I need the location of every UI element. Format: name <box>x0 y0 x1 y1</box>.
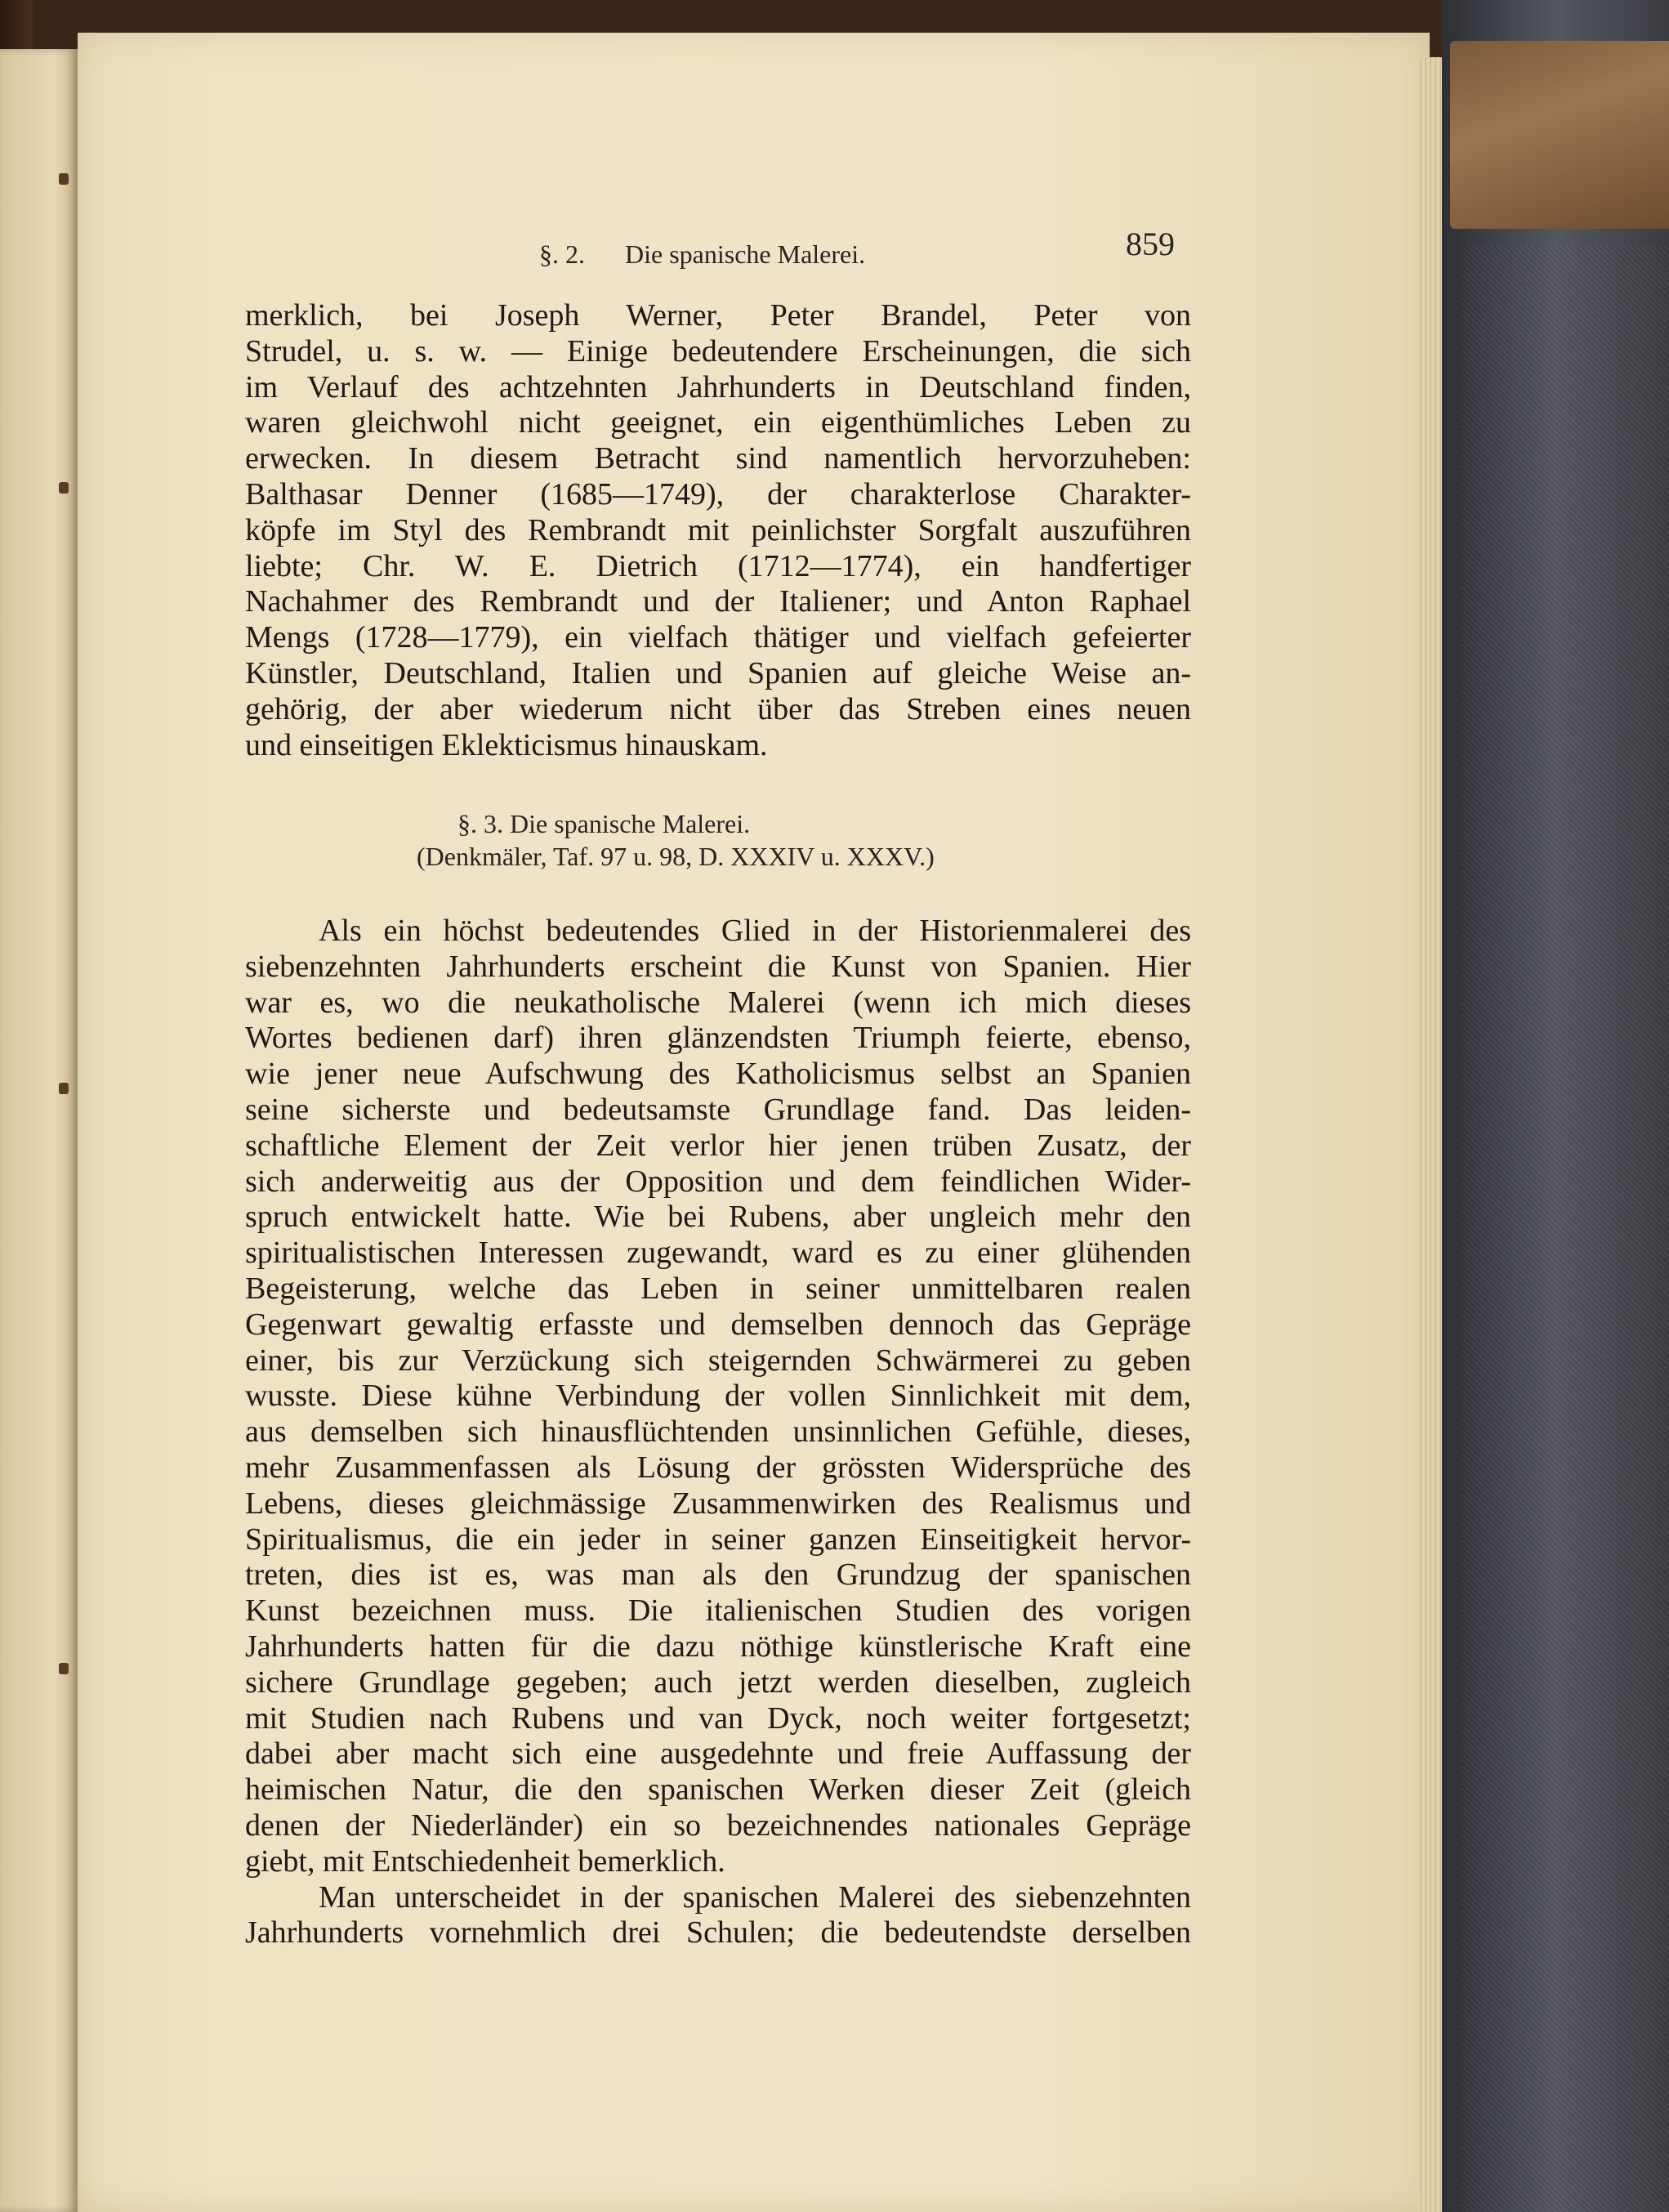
paragraph-top <box>245 298 1191 763</box>
section-reference: (Denkmäler, Taf. 97 u. 98, D. XXXIV u. XXXV.) <box>417 842 935 871</box>
text-line: sichere Grundlage gegeben; auch jetzt werden dieselben, zugleich <box>245 1665 1191 1700</box>
text-line: giebt, mit Entschiedenheit bemerklich. <box>245 1843 725 1879</box>
text-line: Spiritualismus, die ein jeder in seiner ganzen Einseitigkeit hervor- <box>245 1522 1191 1557</box>
page-mark <box>59 1083 69 1094</box>
text-line: Strudel, u. s. w. — Einige bedeutendere Erscheinungen, die sich <box>245 333 1191 369</box>
previous-page-edge <box>0 49 78 2212</box>
text-line: köpfe im Styl des Rembrandt mit peinlichster Sorgfalt auszuführen <box>245 512 1191 547</box>
text-line: spiritualistischen Interessen zugewandt, ward es zu einer glühenden <box>245 1236 1191 1271</box>
text-line: gehörig, der aber wiederum nicht über das Streben eines neuen <box>245 691 1191 726</box>
text-line: treten, dies ist es, was man als den Grundzug der spanischen <box>245 1557 1191 1593</box>
text-line: Als ein höchst bedeutendes Glied in der Historienmalerei des <box>319 914 1191 948</box>
section-heading: §. 3. Die spanische Malerei. <box>457 809 751 838</box>
paragraph-main <box>245 914 1191 1951</box>
header-title: Die spanische Malerei. <box>625 239 866 269</box>
text-line: und einseitigen Eklekticismus hinauskam. <box>245 727 768 762</box>
text-line: mehr Zusammenfassen als Lösung der grössten Widersprüche des <box>245 1450 1191 1485</box>
text-line: Nachahmer des Rembrandt und der Italiener; und Anton Raphael <box>245 584 1191 619</box>
text-line: einer, bis zur Verzückung sich steigernden Schwärmerei zu geben <box>245 1343 1191 1378</box>
text-line: Balthasar Denner (1685—1749), der charakterlose Charakter- <box>245 476 1191 512</box>
cover-texture <box>1462 245 1669 2212</box>
text-line: Begeisterung, welche das Leben in seiner unmittelbaren realen <box>245 1271 1191 1306</box>
text-line: Jahrhunderts hatten für die dazu nöthige künstlerische Kraft eine <box>245 1629 1191 1664</box>
text-line: schaftliche Element der Zeit verlor hier jenen trüben Zusatz, der <box>245 1128 1191 1163</box>
text-line: seine sicherste und bedeutsamste Grundlage fand. Das leiden- <box>245 1092 1191 1127</box>
text-line: Kunst bezeichnen muss. Die italienischen Studien des vorigen <box>245 1593 1191 1629</box>
cover-leather-corner <box>1450 41 1669 229</box>
text-line: wusste. Diese kühne Verbindung der vollen Sinnlichkeit mit dem, <box>245 1379 1191 1414</box>
text-line: Jahrhunderts vornehmlich drei Schulen; die bedeutendste derselben <box>245 1915 1191 1951</box>
page-mark <box>59 173 69 185</box>
text-line: Lebens, dieses gleichmässige Zusammenwirken des Realismus und <box>245 1486 1191 1521</box>
text-line: waren gleichwohl nicht geeignet, ein eigenthümliches Leben zu <box>245 405 1191 440</box>
text-line: aus demselben sich hinausflüchtenden unsinnlichen Gefühle, dieses, <box>245 1414 1191 1450</box>
text-line: Wortes bedienen darf) ihren glänzendsten Triumph feierte, ebenso, <box>245 1021 1191 1056</box>
text-line: liebte; Chr. W. E. Dietrich (1712—1774), ein handfertiger <box>245 548 1191 583</box>
text-line: merklich, bei Joseph Werner, Peter Brandel, Peter von <box>245 298 1191 333</box>
text-line: sich anderweitig aus der Opposition und dem feindlichen Wider- <box>245 1164 1191 1199</box>
page-number: 859 <box>1126 226 1175 262</box>
page-mark <box>59 482 69 494</box>
text-line: siebenzehnten Jahrhunderts erscheint die Kunst von Spanien. Hier <box>245 949 1191 984</box>
text-line: denen der Niederländer) ein so bezeichnendes nationales Gepräge <box>245 1808 1191 1843</box>
text-line: Mengs (1728—1779), ein vielfach thätiger und vielfach gefeierter <box>245 620 1191 655</box>
page-stack-edges <box>1417 57 1442 2212</box>
text-line: dabei aber macht sich eine ausgedehnte und freie Auffassung der <box>245 1736 1191 1772</box>
text-line: Man unterscheidet in der spanischen Malerei des siebenzehnten <box>319 1879 1191 1915</box>
text-line: heimischen Natur, die den spanischen Werken dieser Zeit (gleich <box>245 1772 1191 1808</box>
page-mark <box>59 1663 69 1674</box>
text-line: erwecken. In diesem Betracht sind namentlich hervorzuheben: <box>245 441 1191 476</box>
text-line: Gegenwart gewaltig erfasste und demselben dennoch das Gepräge <box>245 1307 1191 1342</box>
text-line: Künstler, Deutschland, Italien und Spanien auf gleiche Weise an- <box>245 655 1191 690</box>
text-line: wie jener neue Aufschwung des Katholicismus selbst an Spanien <box>245 1057 1191 1092</box>
header-section-number: §. 2. <box>539 239 585 269</box>
running-header <box>539 233 1193 282</box>
text-line: mit Studien nach Rubens und van Dyck, noch weiter fortgesetzt; <box>245 1700 1191 1736</box>
text-line: im Verlauf des achtzehnten Jahrhunderts in Deutschland finden, <box>245 369 1191 404</box>
text-line: spruch entwickelt hatte. Wie bei Rubens, aber ungleich mehr den <box>245 1200 1191 1235</box>
text-line: war es, wo die neukatholische Malerei (wenn ich mich dieses <box>245 985 1191 1020</box>
